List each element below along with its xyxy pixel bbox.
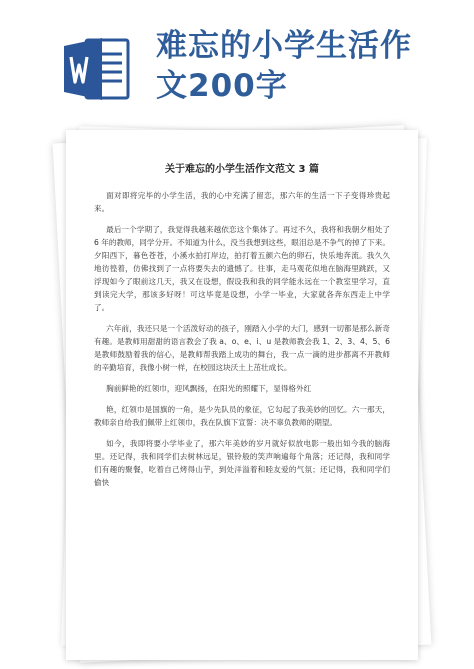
document-page: [66, 130, 418, 660]
paragraph: 如今，我即将要小学毕业了，那六年美妙的岁月就好似放电影一般出如今我的脑海里。还记得，我和同学们去树林远足，银铃般的笑声响遍每个角落；还记得，我和同学们有趣的聚餐，吃着自己烤得山芋，到处洋溢着和睦友爱的气氛；还记得，我和同学们偷快: [94, 439, 390, 487]
title-line-1: 难忘的小学生活作: [156, 28, 412, 64]
paragraph: 艳，红领巾是国旗的一角，是少先队员的象征，它勾起了我美妙的回忆。六一那天，教师亲自给我们佩带上红领巾，我在队旗下宣誓：决不辜负教师的期望。: [94, 405, 390, 427]
page-title: [156, 26, 456, 106]
paragraph: 六年前，我还只是一个活泼好动的孩子，刚踏入小学的大门，感到一切都是那么新奇有趣。是教师用甜甜的语言教会了我 a、o、e、i、u 是教师教会我 1、2、3、4、5、6 是教师鼓励着我的信心，是教师帮我踏上成功的舞台，我一点一滴的进步都离不开教师的辛勤培育，我像小树一样，在校园这块沃土上茁壮成长。: [94, 324, 390, 372]
document-heading: 关于难忘的小学生活作文范文 3 篇: [165, 164, 319, 175]
paragraph: 最后一个学期了，我觉得我越来越依恋这个集体了。再过不久，我将和我朝夕相处了6 年的教师，同学分开。不知道为什么，没当我想到这些，眼泪总是不争气的掉了下来。夕阳西下，暮色苍苍，小溪水拍打岸边，拍打着五颜六色的卵石，快乐地奔流。我久久地彷徨着，仿佛找到了一点将要失去的遗憾了。往事，走马观花似地在脑海里跳跃，又浮现如今了眼前这几天，我又在设想，假设我和我的同学能永远在一个教室里学习，直到读完大学，那该多好呀！可这毕竟是设想，小学一毕业，大家就各奔东西走上中学了。: [94, 225, 390, 312]
word-icon: [62, 34, 132, 104]
title-line-2: 文200字: [156, 68, 288, 104]
paragraph: 面对即将完毕的小学生活，我的心中充满了留恋，那六年的生活一下子变得珍贵起来。: [94, 191, 390, 213]
paragraph: 胸前鲜艳的红领巾，迎风飘扬，在阳光的照耀下，显得格外红: [106, 384, 312, 393]
